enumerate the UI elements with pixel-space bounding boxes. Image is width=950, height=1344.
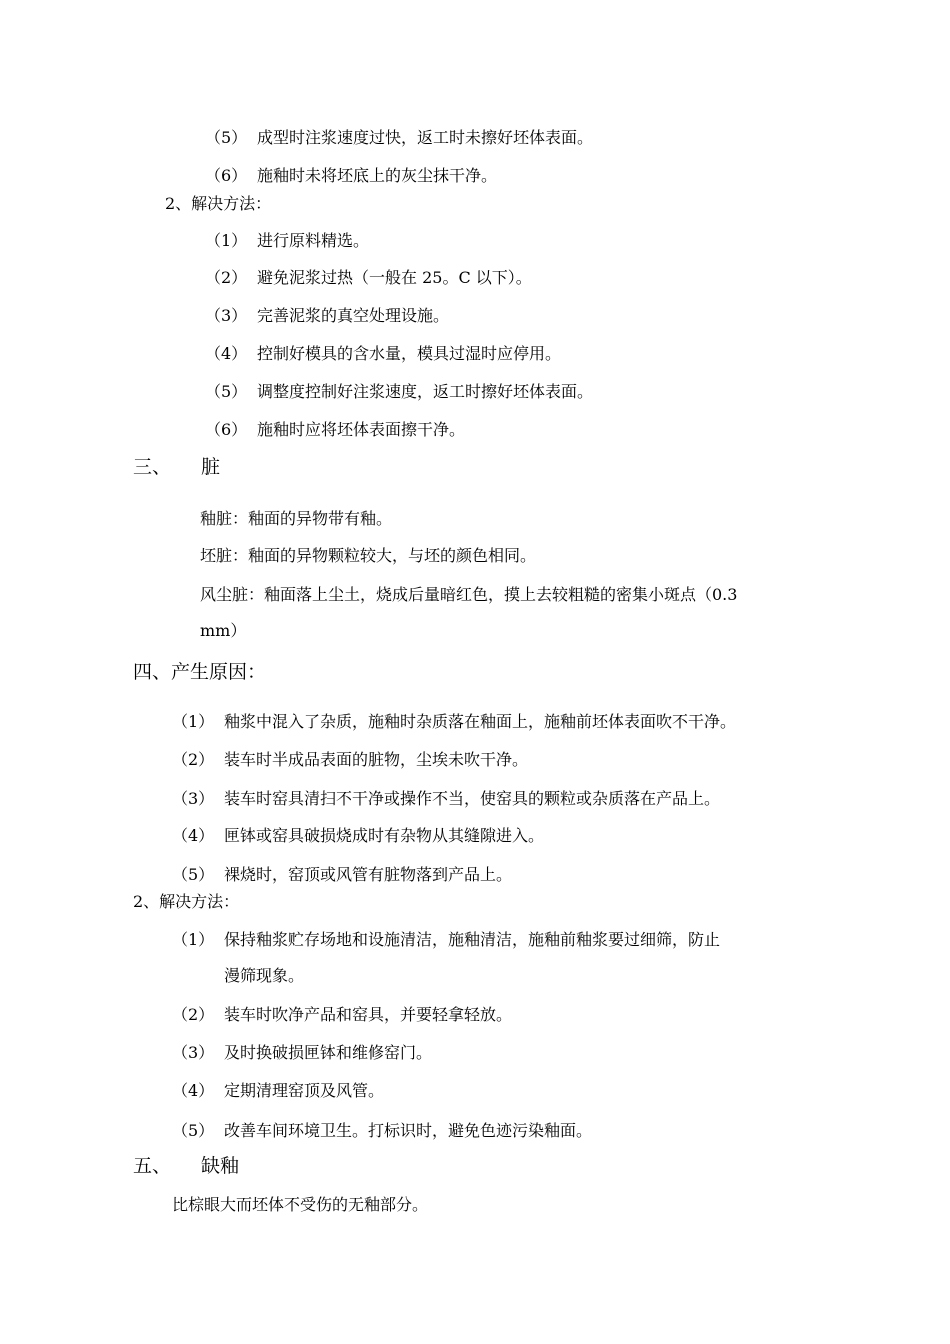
item-text: 保持釉浆贮存场地和设施清洁，施釉清洁，施釉前釉浆要过细筛，防止 <box>224 930 721 949</box>
solution-item <box>172 1005 512 1025</box>
solution-item <box>205 268 532 288</box>
section-title: 脏 <box>201 456 221 478</box>
item-text: 调整度控制好注浆速度，返工时擦好坯体表面。 <box>257 382 594 401</box>
section-description: 比棕眼大而坯体不受伤的无釉部分。 <box>172 1195 429 1214</box>
item-number: （5） <box>205 128 248 147</box>
cause-item <box>172 826 544 846</box>
definition-line: mm） <box>200 621 247 640</box>
item-number: （4） <box>172 826 215 845</box>
item-text: 裸烧时，窑顶或风管有脏物落到产品上。 <box>224 865 513 884</box>
item-number: （5） <box>172 1121 215 1140</box>
item-text: 釉浆中混入了杂质，施釉时杂质落在釉面上，施釉前坯体表面吹不干净。 <box>224 712 737 731</box>
item-number: （4） <box>172 1081 215 1100</box>
solution-item <box>172 1043 432 1063</box>
item-text: 控制好模具的含水量，模具过湿时应停用。 <box>257 344 562 363</box>
section-heading <box>133 1154 239 1178</box>
definition-line: 坯脏：釉面的异物颗粒较大，与坯的颜色相同。 <box>200 546 537 565</box>
section-heading <box>133 455 220 479</box>
cause-item <box>205 128 593 148</box>
item-text: 成型时注浆速度过快，返工时未擦好坯体表面。 <box>257 128 594 147</box>
section-number: 三、 <box>133 456 172 478</box>
solution-item <box>205 344 561 364</box>
cause-item <box>172 750 528 770</box>
solution-item <box>205 231 369 251</box>
item-number: （2） <box>172 750 215 769</box>
definition-line: 风尘脏：釉面落上尘土，烧成后量暗红色，摸上去较粗糙的密集小斑点（0.3 <box>200 585 738 604</box>
item-text: 装车时窑具清扫不干净或操作不当，使窑具的颗粒或杂质落在产品上。 <box>224 789 721 808</box>
item-number: （1） <box>172 930 215 949</box>
solution-item <box>205 306 449 326</box>
item-text: 装车时吹净产品和窑具，并要轻拿轻放。 <box>224 1005 513 1024</box>
item-text: 避免泥浆过热（一般在 25。C 以下）。 <box>257 268 532 287</box>
item-number: （3） <box>172 789 215 808</box>
item-number: （6） <box>205 420 248 439</box>
cause-item <box>172 789 720 809</box>
item-number: （3） <box>172 1043 215 1062</box>
solution-heading: 2、解决方法： <box>133 892 240 911</box>
item-text: 施釉时应将坯体表面擦干净。 <box>257 420 466 439</box>
solution-heading: 2、解决方法： <box>165 194 272 213</box>
section-title: 缺釉 <box>201 1155 240 1177</box>
item-number: （5） <box>172 865 215 884</box>
item-number: （5） <box>205 382 248 401</box>
section-heading: 四、产生原因： <box>133 661 267 683</box>
cause-item <box>205 166 497 186</box>
solution-item <box>172 1121 592 1141</box>
item-text: 施釉时未将坯底上的灰尘抹干净。 <box>257 166 498 185</box>
item-text: 匣钵或窑具破损烧成时有杂物从其缝隙进入。 <box>224 826 545 845</box>
solution-item <box>205 420 465 440</box>
item-text: 改善车间环境卫生。打标识时，避免色迹污染釉面。 <box>224 1121 593 1140</box>
solution-item <box>172 1081 384 1101</box>
item-number: （2） <box>172 1005 215 1024</box>
cause-item <box>172 712 736 732</box>
item-text: 装车时半成品表面的脏物，尘埃未吹干净。 <box>224 750 529 769</box>
item-number: （4） <box>205 344 248 363</box>
solution-item <box>172 930 720 950</box>
solution-item-continuation: 漫筛现象。 <box>224 966 305 985</box>
item-text: 定期清理窑顶及风管。 <box>224 1081 385 1100</box>
solution-item <box>205 382 593 402</box>
item-number: （1） <box>172 712 215 731</box>
item-number: （3） <box>205 306 248 325</box>
item-text: 进行原料精选。 <box>257 231 370 250</box>
section-number: 五、 <box>133 1155 172 1177</box>
definition-line: 釉脏：釉面的异物带有釉。 <box>200 509 393 528</box>
item-text: 及时换破损匣钵和维修窑门。 <box>224 1043 433 1062</box>
item-number: （6） <box>205 166 248 185</box>
item-number: （1） <box>205 231 248 250</box>
cause-item <box>172 865 512 885</box>
item-text: 完善泥浆的真空处理设施。 <box>257 306 450 325</box>
item-number: （2） <box>205 268 248 287</box>
